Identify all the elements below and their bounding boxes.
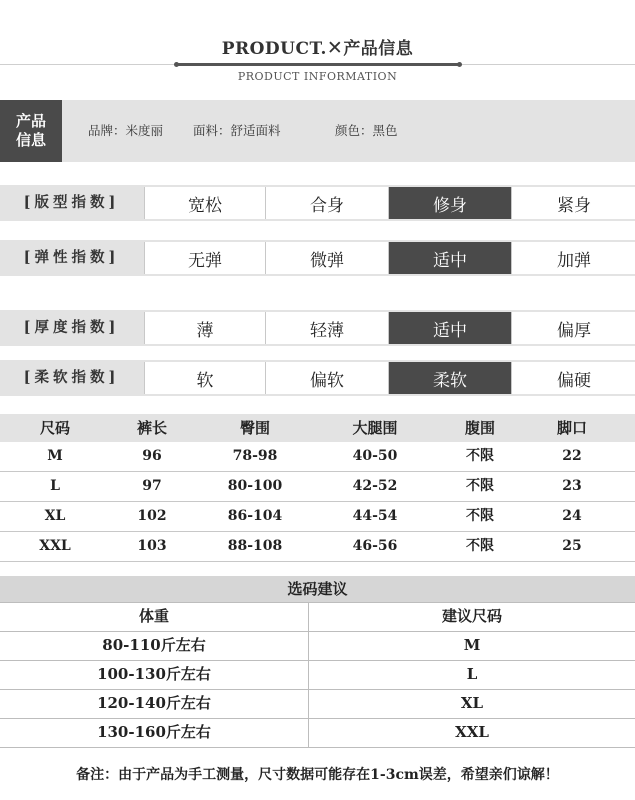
size-cell: 24 — [562, 508, 582, 524]
brand-field: 品牌：米度丽 — [88, 123, 164, 138]
size-cell: 46-56 — [352, 538, 398, 554]
size-cell: 22 — [562, 448, 582, 464]
title-chinese: 产品信息 — [343, 39, 414, 59]
index-option: 合身 — [265, 187, 388, 219]
rec-header-cell: 建议尺码 — [441, 607, 502, 625]
size-cell: 86-104 — [227, 508, 283, 524]
rec-cell: 80-110斤左右 — [102, 636, 206, 654]
size-header-cell: 裤长 — [136, 419, 167, 437]
index-option-selected: 柔软 — [388, 362, 511, 394]
size-cell: 88-108 — [227, 538, 283, 554]
size-cell: 103 — [137, 538, 167, 554]
index-row — [0, 240, 635, 276]
index-option-selected: 修身 — [388, 187, 511, 219]
recommend-title: 选码建议 — [287, 580, 348, 598]
size-cell: 80-100 — [227, 478, 283, 494]
size-cell: 40-50 — [352, 448, 398, 464]
size-cell: L — [50, 478, 60, 494]
index-option: 薄 — [144, 312, 265, 344]
index-row — [0, 360, 635, 396]
index-option: 加弹 — [511, 242, 635, 274]
size-header-cell: 脚口 — [556, 419, 587, 437]
size-header-cell: 腹围 — [464, 419, 495, 437]
size-cell: 不限 — [466, 448, 494, 464]
tag-line-1: 产品 — [15, 112, 46, 130]
size-cell: 不限 — [466, 508, 494, 524]
tag-line-2: 信息 — [15, 131, 46, 149]
index-option-selected: 适中 — [388, 242, 511, 274]
size-header-cell: 大腿围 — [352, 419, 398, 437]
index-option: 紧身 — [511, 187, 635, 219]
index-option: 偏软 — [265, 362, 388, 394]
index-label: [弹性指数] — [23, 249, 120, 266]
index-option: 微弹 — [265, 242, 388, 274]
rec-divider — [0, 747, 635, 748]
index-row — [0, 310, 635, 346]
row-divider — [0, 561, 635, 562]
index-option: 软 — [144, 362, 265, 394]
index-row — [0, 185, 635, 221]
size-header-cell: 臀围 — [239, 419, 270, 437]
index-label: [厚度指数] — [23, 319, 120, 336]
size-cell: XL — [44, 508, 66, 524]
size-cell: M — [47, 448, 63, 464]
index-label: [版型指数] — [23, 194, 120, 211]
page-subtitle: PRODUCT INFORMATION — [237, 70, 398, 83]
size-cell: 96 — [142, 448, 162, 464]
close-icon: ✕ — [326, 37, 344, 59]
index-option-selected: 适中 — [388, 312, 511, 344]
page-title — [0, 34, 635, 59]
size-cell: 44-54 — [352, 508, 398, 524]
index-option: 偏厚 — [511, 312, 635, 344]
size-cell: 78-98 — [232, 448, 278, 464]
size-cell: 97 — [142, 478, 162, 494]
rec-cell: 130-160斤左右 — [97, 723, 211, 741]
header-accent-line — [178, 63, 458, 66]
size-cell: 25 — [562, 538, 582, 554]
size-cell: XXL — [39, 538, 71, 554]
rec-cell: 120-140斤左右 — [97, 694, 211, 712]
index-option: 轻薄 — [265, 312, 388, 344]
index-label: [柔软指数] — [23, 369, 120, 386]
fabric-field: 面料：舒适面料 — [193, 123, 281, 138]
color-field: 颜色：黑色 — [335, 123, 398, 138]
product-info-tag — [0, 100, 62, 162]
index-option: 偏硬 — [511, 362, 635, 394]
rec-cell: M — [463, 636, 481, 654]
rec-cell: L — [466, 665, 478, 683]
rec-cell: 100-130斤左右 — [97, 665, 211, 683]
footnote: 备注：由于产品为手工测量，尺寸数据可能存在1-3cm误差，希望亲们谅解！ — [76, 767, 559, 783]
index-option: 宽松 — [144, 187, 265, 219]
index-option: 无弹 — [144, 242, 265, 274]
size-cell: 102 — [137, 508, 167, 524]
rec-cell: XXL — [455, 723, 489, 741]
rec-header-cell: 体重 — [138, 607, 169, 625]
title-english: PRODUCT. — [221, 39, 327, 59]
rec-cell: XL — [460, 694, 484, 712]
size-cell: 不限 — [466, 478, 494, 494]
size-cell: 42-52 — [352, 478, 398, 494]
size-cell: 23 — [562, 478, 582, 494]
size-header-cell: 尺码 — [39, 419, 70, 437]
size-cell: 不限 — [466, 538, 494, 554]
